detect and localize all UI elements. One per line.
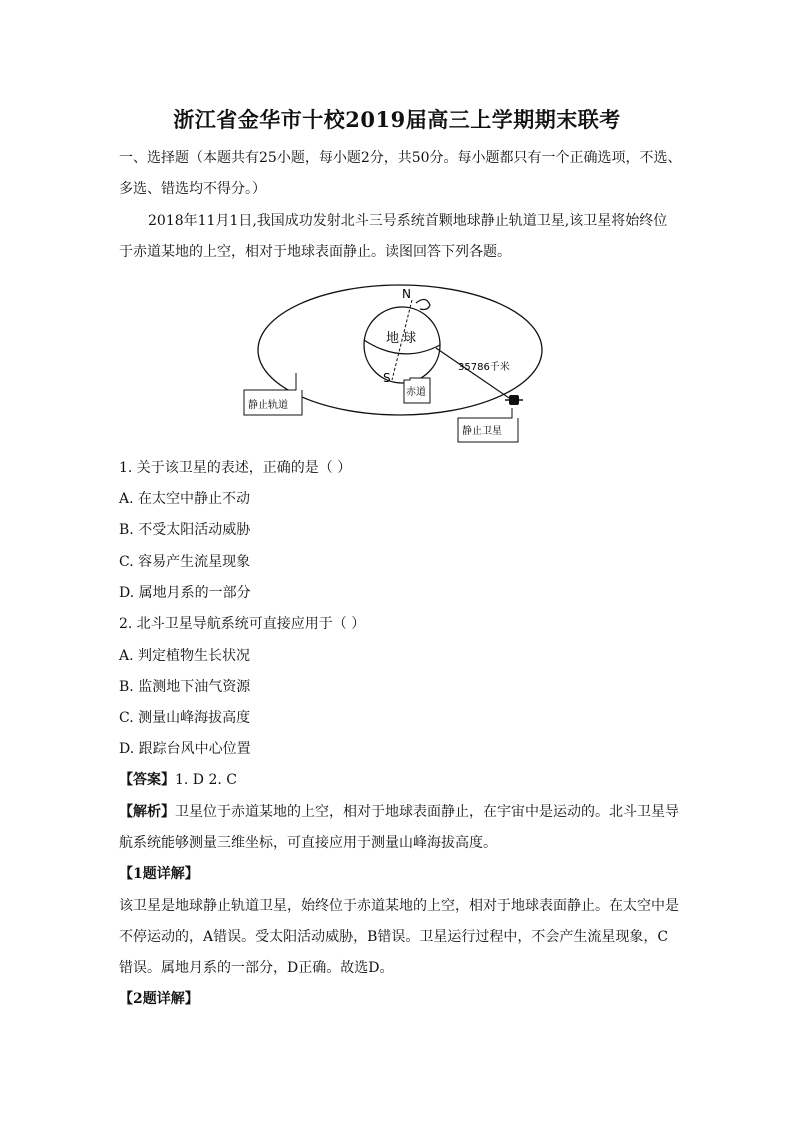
question-1-option-b: B. 不受太阳活动威胁 — [119, 522, 251, 538]
distance-label: 35786千米 — [458, 362, 510, 373]
analysis-line-1 — [119, 801, 679, 821]
detail-1-heading — [119, 863, 199, 883]
answer-tag: 【答案】 — [119, 772, 175, 788]
question-2-stem: 2. 北斗卫星导航系统可直接应用于（ ） — [119, 616, 366, 632]
question-1-stem: 1. 关于该卫星的表述，正确的是（ ） — [119, 460, 352, 476]
distance-line — [436, 348, 512, 400]
analysis-tag: 【解析】 — [119, 804, 175, 820]
rotation-arrow-icon — [416, 299, 430, 309]
intro-line-2: 于赤道某地的上空，相对于地球表面静止。读图回答下列各题。 — [119, 244, 511, 260]
detail-1-tag: 【1题详解】 — [119, 866, 199, 882]
equator-label: 赤道 — [406, 387, 426, 398]
question-2-option-a: A. 判定植物生长状况 — [119, 648, 251, 664]
section-heading-line-2: 多选、错选均不得分。） — [119, 181, 266, 197]
geostationary-orbit-diagram — [230, 270, 570, 445]
detail-1-line-3: 错误。属地月系的一部分，D正确。故选D。 — [119, 960, 394, 976]
question-1-option-c: C. 容易产生流星现象 — [119, 554, 251, 570]
question-1-option-a: A. 在太空中静止不动 — [119, 491, 251, 507]
question-2-option-d: D. 跟踪台风中心位置 — [119, 741, 251, 757]
orbit-label: 静止轨道 — [248, 400, 288, 411]
north-label: N — [402, 287, 411, 301]
detail-2-tag: 【2题详解】 — [119, 991, 199, 1007]
question-2-option-b: B. 监测地下油气资源 — [119, 679, 251, 695]
analysis-line-2: 航系统能够测量三维坐标，可直接应用于测量山峰海拔高度。 — [119, 835, 497, 851]
section-heading-line-1: 一、选择题（本题共有25小题，每小题2分，共50分。每小题都只有一个正确选项，不选、 — [119, 150, 682, 166]
satellite-label: 静止卫星 — [462, 426, 502, 437]
south-label: S — [383, 371, 391, 385]
detail-1-line-2: 不停运动的，A错误。受太阳活动威胁，B错误。卫星运行过程中，不会产生流星现象，C — [119, 929, 669, 945]
answer-text: 1. D 2. C — [175, 772, 238, 788]
page-title: 浙江省金华市十校2019届高三上学期期末联考 — [173, 107, 621, 132]
earth-label: 地 球 — [386, 331, 417, 346]
answer-line — [119, 769, 237, 789]
detail-1-line-1: 该卫星是地球静止轨道卫星，始终位于赤道某地的上空，相对于地球表面静止。在太空中是 — [119, 898, 679, 914]
question-2-option-c: C. 测量山峰海拔高度 — [119, 710, 251, 726]
question-1-option-d: D. 属地月系的一部分 — [119, 585, 251, 601]
analysis-text-1: 卫星位于赤道某地的上空，相对于地球表面静止，在宇宙中是运动的。北斗卫星导 — [175, 804, 679, 820]
detail-2-heading — [119, 988, 199, 1008]
intro-line-1: 2018年11月1日,我国成功发射北斗三号系统首颗地球静止轨道卫星,该卫星将始终位 — [148, 213, 668, 229]
